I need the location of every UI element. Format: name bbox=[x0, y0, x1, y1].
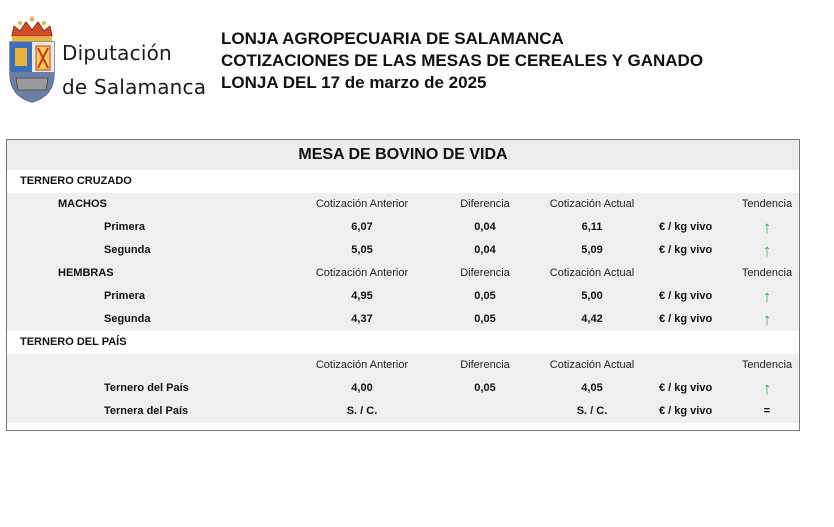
document-heading bbox=[221, 28, 703, 94]
trend-up-arrow-icon: ↑ bbox=[762, 287, 772, 306]
table-title: MESA DE BOVINO DE VIDA bbox=[7, 140, 799, 170]
row-name: Ternera del País bbox=[104, 405, 189, 417]
row-diferencia: 0,05 bbox=[474, 382, 496, 394]
row-actual: 5,00 bbox=[581, 290, 603, 302]
row-unit: € / kg vivo bbox=[659, 382, 713, 394]
group-label: MACHOS bbox=[58, 198, 107, 210]
trend-up-arrow-icon: ↑ bbox=[762, 379, 772, 398]
column-header-row bbox=[7, 193, 799, 216]
trend-equal-indicator: = bbox=[763, 405, 771, 417]
table-row bbox=[7, 216, 799, 239]
row-actual: 6,11 bbox=[581, 221, 603, 233]
column-header-row bbox=[7, 262, 799, 285]
row-actual: 5,09 bbox=[581, 244, 603, 256]
header-diferencia: Diferencia bbox=[460, 359, 510, 371]
row-diferencia: 0,04 bbox=[474, 221, 496, 233]
row-unit: € / kg vivo bbox=[659, 405, 713, 417]
table-row bbox=[7, 400, 799, 423]
row-unit: € / kg vivo bbox=[659, 313, 713, 325]
header-anterior: Cotización Anterior bbox=[315, 267, 409, 279]
row-anterior: 4,37 bbox=[351, 313, 373, 325]
heading-line-3: LONJA DEL 17 de marzo de 2025 bbox=[221, 73, 487, 92]
row-unit: € / kg vivo bbox=[659, 221, 713, 233]
row-anterior: 6,07 bbox=[351, 221, 373, 233]
section-row bbox=[7, 170, 799, 193]
row-actual: 4,05 bbox=[581, 382, 603, 394]
row-name: Primera bbox=[104, 221, 145, 233]
header-actual: Cotización Actual bbox=[549, 359, 635, 371]
row-unit: € / kg vivo bbox=[659, 244, 713, 256]
row-unit: € / kg vivo bbox=[659, 290, 713, 302]
row-anterior: 4,00 bbox=[351, 382, 373, 394]
heading-line-2: COTIZACIONES DE LAS MESAS DE CEREALES Y GANADO bbox=[221, 51, 704, 70]
row-name: Ternero del País bbox=[104, 382, 189, 394]
row-anterior: 5,05 bbox=[351, 244, 373, 256]
table-row bbox=[7, 285, 799, 308]
column-header-row bbox=[7, 354, 799, 377]
row-name: Primera bbox=[104, 290, 145, 302]
header-diferencia: Diferencia bbox=[460, 267, 510, 279]
row-actual: 4,42 bbox=[581, 313, 603, 325]
header-anterior: Cotización Anterior bbox=[315, 198, 409, 210]
organization-name bbox=[62, 36, 206, 104]
header-tendencia: Tendencia bbox=[741, 198, 793, 210]
price-table bbox=[6, 139, 800, 431]
table-row bbox=[7, 239, 799, 262]
header-anterior: Cotización Anterior bbox=[315, 359, 409, 371]
row-diferencia: 0,04 bbox=[474, 244, 496, 256]
row-anterior: 4,95 bbox=[351, 290, 373, 302]
row-actual: S. / C. bbox=[576, 405, 608, 417]
row-diferencia: 0,05 bbox=[474, 313, 496, 325]
row-anterior: S. / C. bbox=[346, 405, 378, 417]
header-tendencia: Tendencia bbox=[741, 267, 793, 279]
group-label: HEMBRAS bbox=[58, 267, 114, 279]
row-diferencia: 0,05 bbox=[474, 290, 496, 302]
org-line-2: de Salamanca bbox=[62, 75, 207, 99]
header-diferencia: Diferencia bbox=[460, 198, 510, 210]
row-name: Segunda bbox=[104, 244, 151, 256]
trend-up-arrow-icon: ↑ bbox=[762, 310, 772, 329]
table-row bbox=[7, 377, 799, 400]
section-row bbox=[7, 331, 799, 354]
header-actual: Cotización Actual bbox=[549, 267, 635, 279]
row-name: Segunda bbox=[104, 313, 151, 325]
table-row bbox=[7, 308, 799, 331]
trend-up-arrow-icon: ↑ bbox=[762, 218, 772, 237]
section-label: TERNERO DEL PAÍS bbox=[20, 336, 127, 348]
header-actual: Cotización Actual bbox=[549, 198, 635, 210]
header-tendencia: Tendencia bbox=[741, 359, 793, 371]
diputacion-coat-of-arms-logo bbox=[6, 12, 58, 104]
trend-up-arrow-icon: ↑ bbox=[762, 241, 772, 260]
section-label: TERNERO CRUZADO bbox=[20, 175, 132, 187]
org-line-1: Diputación bbox=[62, 41, 172, 65]
heading-line-1: LONJA AGROPECUARIA DE SALAMANCA bbox=[221, 29, 564, 48]
